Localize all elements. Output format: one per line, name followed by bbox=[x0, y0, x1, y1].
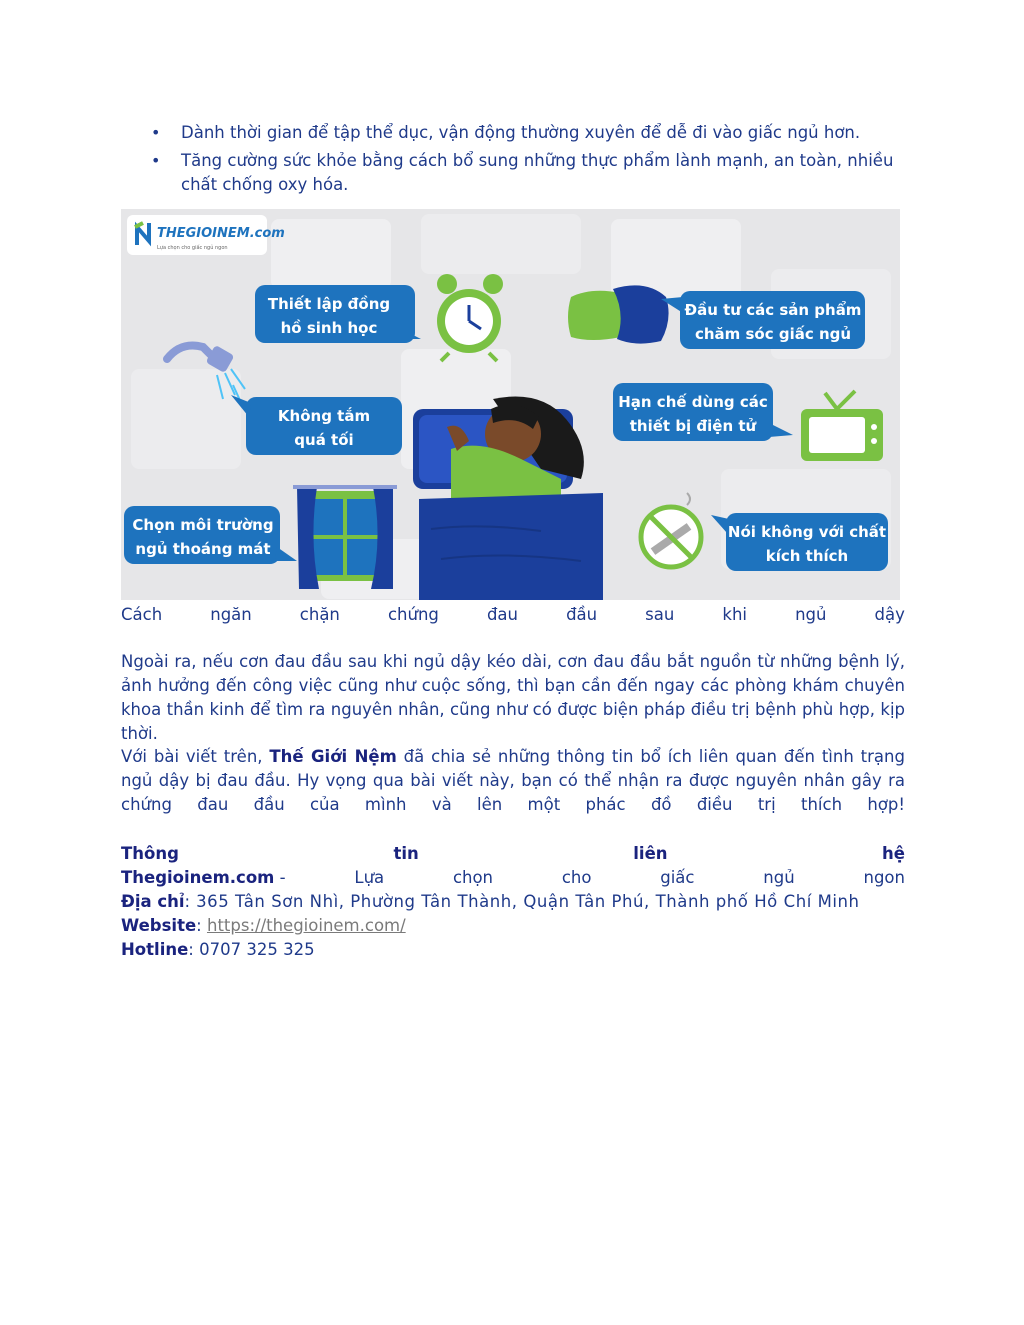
site-name: Thegioinem.com bbox=[121, 868, 275, 887]
slogan-word: ngon bbox=[863, 868, 905, 887]
hotline-label: Hotline bbox=[121, 940, 189, 959]
window-icon bbox=[293, 487, 397, 589]
bubble-tv bbox=[613, 383, 793, 441]
sleep-tips-illustration bbox=[121, 209, 900, 600]
site-name-group bbox=[121, 866, 286, 890]
advice-paragraph: Ngoài ra, nếu cơn đau đầu sau khi ngủ dậy kéo dài, cơn đau đầu bắt nguồn từ những bệnh lý, ảnh hưởng đến công việc cũng như cuộc sống, thì bạn cần đến ngay các phòng khám chuyên khoa thần kinh để tìm ra nguyên nhân, cũng như có được biện pháp điều trị bệnh phù hợp, kịp thời. bbox=[121, 652, 905, 743]
website-link[interactable]: https://thegioinem.com/ bbox=[206, 916, 406, 935]
slogan-word: giấc bbox=[660, 868, 695, 887]
svg-text:kích thích: kích thích bbox=[765, 547, 849, 565]
slogan-word: Lựa bbox=[354, 868, 385, 887]
caption-word: dậy bbox=[874, 605, 905, 624]
svg-text:thiết bị điện tử: thiết bị điện tử bbox=[629, 417, 757, 435]
caption-word: sau bbox=[645, 605, 675, 624]
svg-text:quá tối: quá tối bbox=[294, 431, 354, 449]
contact-block bbox=[121, 842, 905, 962]
bubble-clock bbox=[255, 285, 421, 343]
heading-word: liên bbox=[633, 844, 668, 863]
caption-word: khi bbox=[722, 605, 748, 624]
slogan-word: ngủ bbox=[763, 868, 795, 887]
svg-text:ngủ thoáng mát: ngủ thoáng mát bbox=[135, 540, 271, 558]
heading-word: tin bbox=[393, 844, 419, 863]
bubble-window bbox=[124, 506, 297, 564]
closing-text-before: Với bài viết trên, bbox=[121, 747, 270, 766]
svg-text:THEGIOINEM.com: THEGIOINEM.com bbox=[157, 226, 285, 241]
svg-text:Nói không với chất: Nói không với chất bbox=[727, 523, 887, 541]
caption-word: đầu bbox=[566, 605, 598, 624]
brand-name: Thế Giới Nệm bbox=[269, 747, 397, 766]
slogan-word: chọn bbox=[452, 868, 494, 887]
image-caption bbox=[121, 603, 905, 627]
svg-text:chăm sóc giấc ngủ: chăm sóc giấc ngủ bbox=[694, 325, 852, 343]
svg-text:Không tắm: Không tắm bbox=[277, 407, 371, 425]
contact-address-line: Địa chỉ: 365 Tân Sơn Nhì, Phường Tân Thành, Quận Tân Phú, Thành phố Hồ Chí Minh bbox=[121, 890, 905, 914]
bullet-dot: • bbox=[151, 123, 161, 142]
closing-paragraph bbox=[121, 745, 905, 817]
hotline-value: 0707 325 325 bbox=[199, 940, 315, 959]
slogan-dash: - bbox=[279, 868, 286, 887]
contact-heading bbox=[121, 842, 905, 866]
svg-text:Lựa chọn cho giấc ngủ ngon: Lựa chọn cho giấc ngủ ngon bbox=[157, 245, 228, 251]
caption-word: đau bbox=[486, 605, 518, 624]
brand-logo bbox=[127, 215, 285, 255]
svg-text:hồ sinh học: hồ sinh học bbox=[280, 319, 378, 337]
svg-text:Chọn môi trường: Chọn môi trường bbox=[132, 516, 274, 534]
list-item bbox=[121, 149, 905, 197]
caption-word: Cách bbox=[121, 605, 163, 624]
closing-text-after: đã chia sẻ những thông tin bổ ích liên quan đến tình trạng ngủ dậy bị đau đầu. Hy vọng qua bài viết này, bạn có thể nhận ra được nguyên nhân gây ra chứng đau đầu của mình và lên một phác đồ điều trị thích hợp! bbox=[121, 747, 905, 814]
svg-text:Thiết lập đồng: Thiết lập đồng bbox=[267, 295, 391, 313]
tips-list bbox=[121, 121, 905, 201]
caption-word: ngủ bbox=[795, 605, 827, 624]
bullet-dot: • bbox=[151, 151, 161, 170]
heading-word: Thông bbox=[121, 844, 179, 863]
list-item-text: Tăng cường sức khỏe bằng cách bổ sung những thực phẩm lành mạnh, an toàn, nhiều chất chống oxy hóa. bbox=[181, 151, 894, 194]
contact-hotline-line: Hotline: 0707 325 325 bbox=[121, 940, 315, 959]
slogan-word: cho bbox=[561, 868, 592, 887]
bubble-shower bbox=[231, 395, 402, 455]
heading-word: hệ bbox=[882, 844, 905, 863]
caption-word: ngăn bbox=[210, 605, 252, 624]
svg-text:Hạn chế dùng các: Hạn chế dùng các bbox=[618, 393, 768, 411]
pillow-icon bbox=[568, 285, 669, 343]
address-value: 365 Tân Sơn Nhì, Phường Tân Thành, Quận Tân Phú, Thành phố Hồ Chí Minh bbox=[196, 892, 860, 911]
svg-text:Đầu tư các sản phẩm: Đầu tư các sản phẩm bbox=[684, 301, 862, 319]
contact-site-line bbox=[121, 866, 905, 890]
list-item bbox=[121, 121, 905, 145]
website-label: Website bbox=[121, 916, 197, 935]
list-item-text: Dành thời gian để tập thể dục, vận động thường xuyên để dễ đi vào giấc ngủ hơn. bbox=[181, 123, 861, 142]
address-label: Địa chỉ bbox=[121, 892, 185, 911]
caption-word: chặn bbox=[299, 605, 340, 624]
contact-website-line: Website: https://thegioinem.com/ bbox=[121, 916, 406, 935]
bubble-smoke bbox=[711, 513, 888, 571]
bubble-pillow bbox=[661, 291, 865, 349]
caption-word: chứng bbox=[387, 605, 439, 624]
